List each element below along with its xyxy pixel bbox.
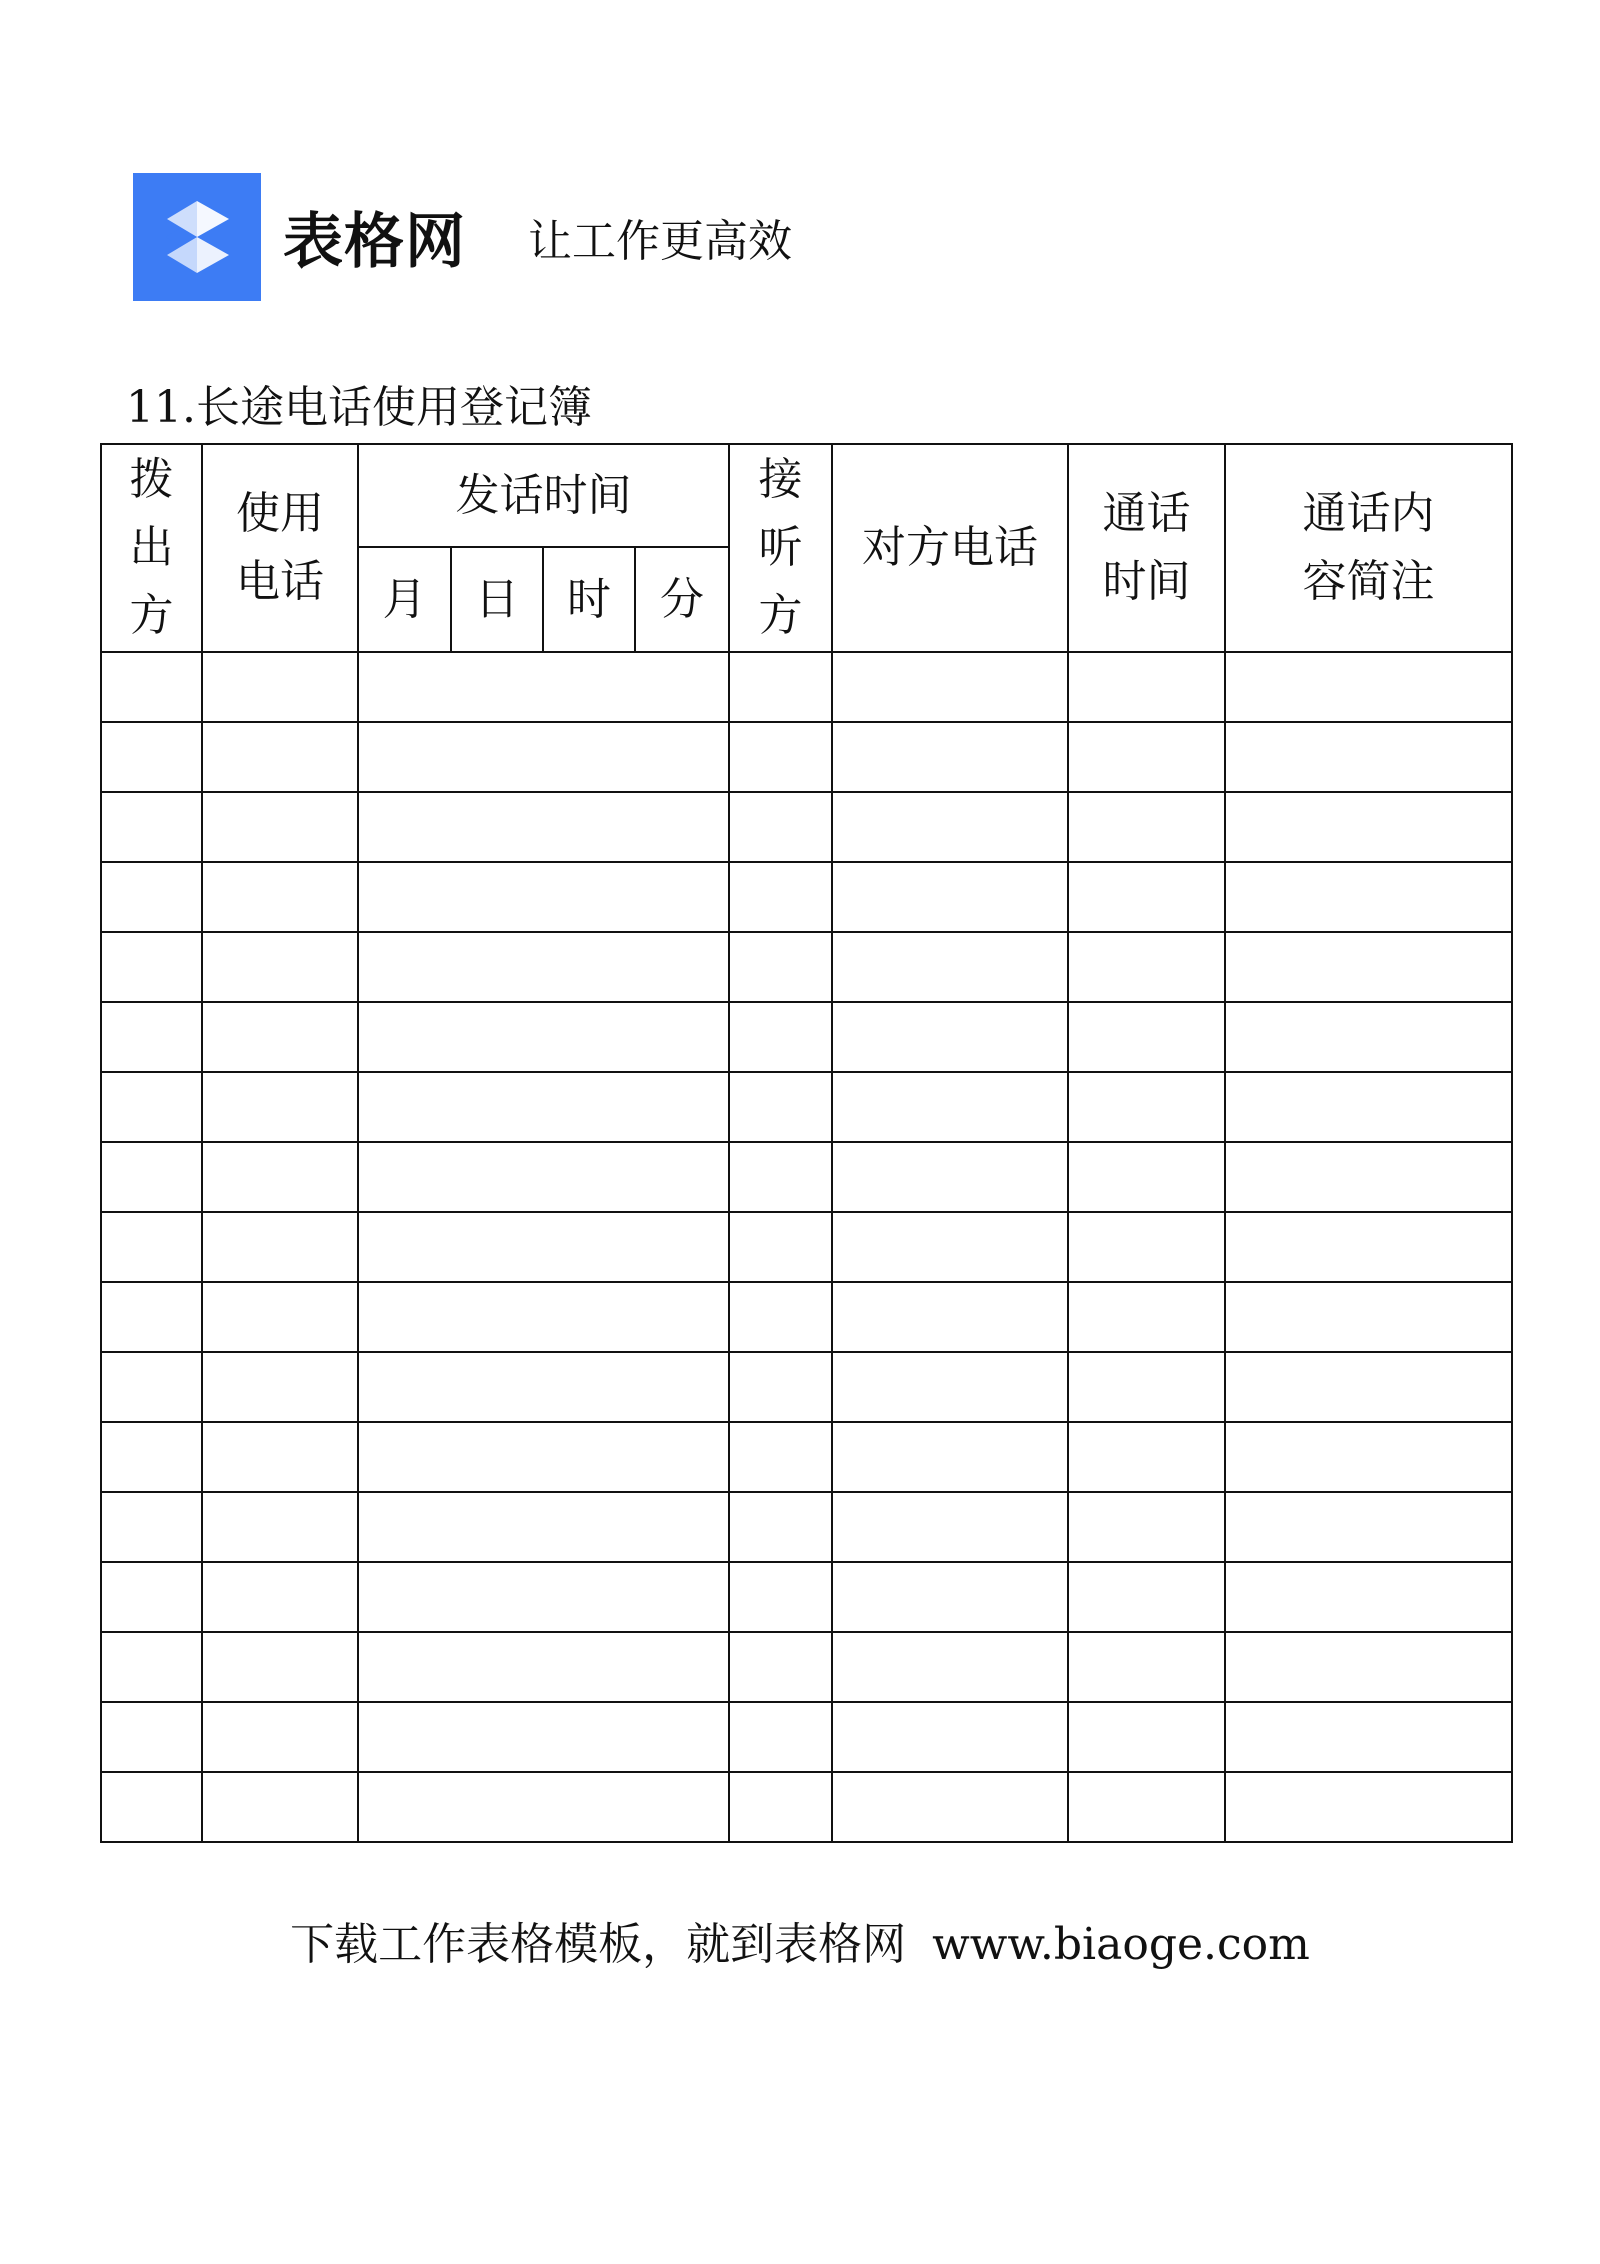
cell-other-phone[interactable] <box>832 932 1068 1002</box>
cell-receiver[interactable] <box>729 1002 832 1072</box>
cell-phone-used[interactable] <box>202 1142 358 1212</box>
cell-content[interactable] <box>1225 1352 1512 1422</box>
cell-content[interactable] <box>1225 652 1512 722</box>
cell-content[interactable] <box>1225 862 1512 932</box>
table-row <box>101 1562 1512 1632</box>
cell-caller[interactable] <box>101 1072 202 1142</box>
table-row <box>101 792 1512 862</box>
table-row <box>101 652 1512 722</box>
document-title: 11.长途电话使用登记簿 <box>126 382 592 433</box>
phone-log-body <box>101 652 1512 1842</box>
header-phone-used-label: 使用电话 <box>236 488 324 607</box>
cell-receiver[interactable] <box>729 1282 832 1352</box>
header-other-phone <box>832 444 1068 652</box>
cell-phone-used[interactable] <box>202 1492 358 1562</box>
cell-caller[interactable] <box>101 1142 202 1212</box>
cell-send-time[interactable] <box>358 1562 729 1632</box>
cell-send-time[interactable] <box>358 1422 729 1492</box>
cell-phone-used[interactable] <box>202 862 358 932</box>
table-row <box>101 722 1512 792</box>
brand-slogan: 让工作更高效 <box>528 216 792 267</box>
cell-duration[interactable] <box>1068 652 1225 722</box>
cell-content[interactable] <box>1225 792 1512 862</box>
cell-other-phone[interactable] <box>832 1352 1068 1422</box>
cell-caller[interactable] <box>101 1282 202 1352</box>
cell-caller[interactable] <box>101 862 202 932</box>
cell-send-time[interactable] <box>358 1282 729 1352</box>
table-row <box>101 932 1512 1002</box>
cell-duration[interactable] <box>1068 1492 1225 1562</box>
cell-phone-used[interactable] <box>202 932 358 1002</box>
cell-caller[interactable] <box>101 1002 202 1072</box>
cell-other-phone[interactable] <box>832 862 1068 932</box>
cell-other-phone[interactable] <box>832 1492 1068 1562</box>
cell-caller[interactable] <box>101 1772 202 1842</box>
cell-send-time[interactable] <box>358 1002 729 1072</box>
footer-url: www.biaoge.com <box>932 1919 1310 1970</box>
cell-receiver[interactable] <box>729 1072 832 1142</box>
cell-duration[interactable] <box>1068 1772 1225 1842</box>
cell-phone-used[interactable] <box>202 1352 358 1422</box>
table-row <box>101 1072 1512 1142</box>
cell-phone-used[interactable] <box>202 1072 358 1142</box>
header-duration <box>1068 444 1225 652</box>
header <box>133 173 792 301</box>
cell-other-phone[interactable] <box>832 1282 1068 1352</box>
cell-phone-used[interactable] <box>202 1002 358 1072</box>
cell-receiver[interactable] <box>729 1562 832 1632</box>
cell-content[interactable] <box>1225 1142 1512 1212</box>
cell-content[interactable] <box>1225 932 1512 1002</box>
cell-content[interactable] <box>1225 722 1512 792</box>
cell-duration[interactable] <box>1068 1422 1225 1492</box>
header-duration-label: 通话时间 <box>1102 488 1191 607</box>
cell-send-time[interactable] <box>358 862 729 932</box>
cell-send-time[interactable] <box>358 1212 729 1282</box>
cell-caller[interactable] <box>101 1632 202 1702</box>
cell-phone-used[interactable] <box>202 652 358 722</box>
cell-send-time[interactable] <box>358 1072 729 1142</box>
cell-duration[interactable] <box>1068 862 1225 932</box>
cell-caller[interactable] <box>101 1422 202 1492</box>
cell-caller[interactable] <box>101 722 202 792</box>
cell-receiver[interactable] <box>729 1632 832 1702</box>
header-content-label: 通话内容简注 <box>1302 488 1435 607</box>
cell-other-phone[interactable] <box>832 1212 1068 1282</box>
table-row <box>101 1492 1512 1562</box>
cell-content[interactable] <box>1225 1562 1512 1632</box>
header-send-time-label: 发话时间 <box>455 469 632 521</box>
cell-send-time[interactable] <box>358 932 729 1002</box>
cell-caller[interactable] <box>101 1702 202 1772</box>
table-row <box>101 1282 1512 1352</box>
cell-other-phone[interactable] <box>832 1702 1068 1772</box>
cell-caller[interactable] <box>101 932 202 1002</box>
cell-content[interactable] <box>1225 1772 1512 1842</box>
cell-caller[interactable] <box>101 1562 202 1632</box>
cell-caller[interactable] <box>101 1492 202 1562</box>
header-caller <box>101 444 202 652</box>
cell-duration[interactable] <box>1068 1072 1225 1142</box>
cell-receiver[interactable] <box>729 1772 832 1842</box>
cell-send-time[interactable] <box>358 652 729 722</box>
cell-send-time[interactable] <box>358 722 729 792</box>
cell-other-phone[interactable] <box>832 1002 1068 1072</box>
cell-send-time[interactable] <box>358 1772 729 1842</box>
cell-phone-used[interactable] <box>202 792 358 862</box>
cell-caller[interactable] <box>101 652 202 722</box>
table-row <box>101 1702 1512 1772</box>
cell-caller[interactable] <box>101 1212 202 1282</box>
cell-content[interactable] <box>1225 1702 1512 1772</box>
cell-duration[interactable] <box>1068 1352 1225 1422</box>
cell-other-phone[interactable] <box>832 1562 1068 1632</box>
cell-phone-used[interactable] <box>202 1212 358 1282</box>
brand-name: 表格网 <box>283 207 466 277</box>
cell-duration[interactable] <box>1068 1002 1225 1072</box>
header-phone-used <box>202 444 358 652</box>
header-hour <box>543 547 635 652</box>
header-receiver-label: 接听方 <box>758 454 803 641</box>
cell-phone-used[interactable] <box>202 1422 358 1492</box>
header-month <box>358 547 451 652</box>
cell-phone-used[interactable] <box>202 1562 358 1632</box>
header-minute-label: 分 <box>660 573 704 625</box>
cell-duration[interactable] <box>1068 1702 1225 1772</box>
cell-phone-used[interactable] <box>202 722 358 792</box>
cell-duration[interactable] <box>1068 722 1225 792</box>
header-minute <box>635 547 729 652</box>
cell-receiver[interactable] <box>729 1702 832 1772</box>
table-row <box>101 1772 1512 1842</box>
cell-receiver[interactable] <box>729 1212 832 1282</box>
cell-receiver[interactable] <box>729 652 832 722</box>
footer <box>0 1915 1600 1975</box>
cell-content[interactable] <box>1225 1002 1512 1072</box>
cell-other-phone[interactable] <box>832 1772 1068 1842</box>
cell-content[interactable] <box>1225 1492 1512 1562</box>
cell-send-time[interactable] <box>358 792 729 862</box>
header-day-label: 日 <box>475 573 519 625</box>
header-month-label: 月 <box>382 573 427 625</box>
header-caller-label: 拨出方 <box>129 454 174 641</box>
cell-duration[interactable] <box>1068 1212 1225 1282</box>
table-row <box>101 1632 1512 1702</box>
cell-content[interactable] <box>1225 1072 1512 1142</box>
cell-content[interactable] <box>1225 1212 1512 1282</box>
cell-receiver[interactable] <box>729 1142 832 1212</box>
header-hour-label: 时 <box>567 573 611 625</box>
cell-content[interactable] <box>1225 1422 1512 1492</box>
table-row <box>101 1212 1512 1282</box>
cell-duration[interactable] <box>1068 932 1225 1002</box>
footer-text: 下载工作表格模板，就到表格网 <box>290 1919 907 1970</box>
header-day <box>451 547 543 652</box>
cell-duration[interactable] <box>1068 1562 1225 1632</box>
header-receiver <box>729 444 832 652</box>
cell-duration[interactable] <box>1068 1142 1225 1212</box>
header-other-phone-label: 对方电话 <box>862 522 1038 573</box>
cell-content[interactable] <box>1225 1632 1512 1702</box>
cell-receiver[interactable] <box>729 1422 832 1492</box>
cell-send-time[interactable] <box>358 1492 729 1562</box>
cell-caller[interactable] <box>101 1352 202 1422</box>
table-row <box>101 1142 1512 1212</box>
table-row <box>101 1422 1512 1492</box>
header-content <box>1225 444 1512 652</box>
table-row <box>101 862 1512 932</box>
table-row <box>101 1002 1512 1072</box>
cell-send-time[interactable] <box>358 1352 729 1422</box>
cell-other-phone[interactable] <box>832 652 1068 722</box>
cell-duration[interactable] <box>1068 1282 1225 1352</box>
cell-phone-used[interactable] <box>202 1282 358 1352</box>
cell-send-time[interactable] <box>358 1142 729 1212</box>
cell-receiver[interactable] <box>729 862 832 932</box>
cell-other-phone[interactable] <box>832 792 1068 862</box>
cell-receiver[interactable] <box>729 1492 832 1562</box>
cell-phone-used[interactable] <box>202 1632 358 1702</box>
cell-other-phone[interactable] <box>832 1072 1068 1142</box>
cell-duration[interactable] <box>1068 1632 1225 1702</box>
cell-other-phone[interactable] <box>832 1142 1068 1212</box>
phone-log-table <box>100 443 1513 1843</box>
table-row <box>101 1352 1512 1422</box>
cell-phone-used[interactable] <box>202 1772 358 1842</box>
cell-send-time[interactable] <box>358 1632 729 1702</box>
cell-caller[interactable] <box>101 792 202 862</box>
header-send-time <box>358 444 729 547</box>
cell-other-phone[interactable] <box>832 1422 1068 1492</box>
cell-receiver[interactable] <box>729 932 832 1002</box>
cell-receiver[interactable] <box>729 722 832 792</box>
cell-other-phone[interactable] <box>832 1632 1068 1702</box>
cell-duration[interactable] <box>1068 792 1225 862</box>
cell-content[interactable] <box>1225 1282 1512 1352</box>
cell-receiver[interactable] <box>729 792 832 862</box>
cell-receiver[interactable] <box>729 1352 832 1422</box>
biaoge-logo-icon <box>133 173 261 301</box>
cell-send-time[interactable] <box>358 1702 729 1772</box>
cell-other-phone[interactable] <box>832 722 1068 792</box>
cell-phone-used[interactable] <box>202 1702 358 1772</box>
